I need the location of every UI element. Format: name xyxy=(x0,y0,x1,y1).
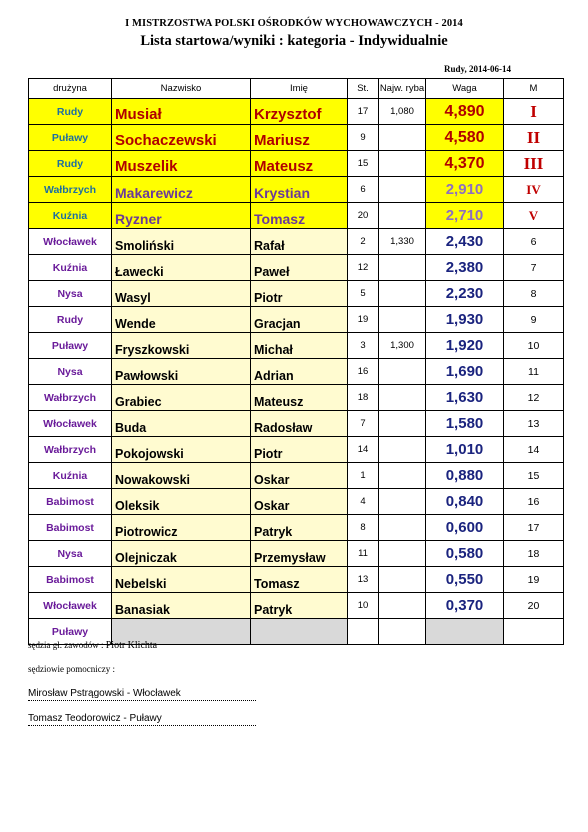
cell-surname: Grabiec xyxy=(112,385,251,411)
cell-firstname: Paweł xyxy=(251,255,348,281)
table-row xyxy=(29,515,564,541)
cell-biggest-fish xyxy=(379,411,426,437)
cell-weight: 0,580 xyxy=(426,541,504,567)
cell-start-number: 15 xyxy=(348,151,379,177)
cell-place: 18 xyxy=(504,541,564,567)
cell-place: IV xyxy=(504,177,564,203)
cell-firstname: Tomasz xyxy=(251,203,348,229)
cell-biggest-fish xyxy=(379,359,426,385)
cell-start-number: 13 xyxy=(348,567,379,593)
cell-start-number: 19 xyxy=(348,307,379,333)
cell-firstname: Patryk xyxy=(251,593,348,619)
cell-place: 20 xyxy=(504,593,564,619)
cell-start-number: 14 xyxy=(348,437,379,463)
cell-place: 8 xyxy=(504,281,564,307)
cell-firstname: Piotr xyxy=(251,281,348,307)
table-row xyxy=(29,99,564,125)
cell-place: V xyxy=(504,203,564,229)
cell-firstname: Radosław xyxy=(251,411,348,437)
cell-weight: 1,580 xyxy=(426,411,504,437)
table-row xyxy=(29,203,564,229)
table-row xyxy=(29,437,564,463)
table-row xyxy=(29,541,564,567)
cell-biggest-fish xyxy=(379,593,426,619)
cell-surname: Musiał xyxy=(112,99,251,125)
cell-team: Rudy xyxy=(29,151,112,177)
cell-team: Babimost xyxy=(29,489,112,515)
col-header-team: drużyna xyxy=(29,79,112,99)
cell-biggest-fish xyxy=(379,489,426,515)
cell-surname: Nowakowski xyxy=(112,463,251,489)
cell-biggest-fish: 1,330 xyxy=(379,229,426,255)
cell-biggest-fish xyxy=(379,151,426,177)
cell-weight: 0,840 xyxy=(426,489,504,515)
cell-biggest-fish: 1,300 xyxy=(379,333,426,359)
table-row xyxy=(29,489,564,515)
table-row xyxy=(29,281,564,307)
cell-place xyxy=(504,619,564,645)
cell-place: 10 xyxy=(504,333,564,359)
cell-start-number: 4 xyxy=(348,489,379,515)
assistant-judge-1: Mirosław Pstrągowski - Włocławek xyxy=(28,688,256,701)
cell-place: I xyxy=(504,99,564,125)
cell-start-number: 6 xyxy=(348,177,379,203)
cell-start-number: 10 xyxy=(348,593,379,619)
cell-surname: Banasiak xyxy=(112,593,251,619)
cell-surname: Pokojowski xyxy=(112,437,251,463)
cell-biggest-fish xyxy=(379,619,426,645)
cell-place: 19 xyxy=(504,567,564,593)
cell-place: 14 xyxy=(504,437,564,463)
cell-biggest-fish xyxy=(379,255,426,281)
cell-firstname: Przemysław xyxy=(251,541,348,567)
cell-weight: 1,630 xyxy=(426,385,504,411)
cell-start-number: 5 xyxy=(348,281,379,307)
col-header-weight: Waga xyxy=(426,79,504,99)
cell-biggest-fish xyxy=(379,437,426,463)
cell-weight: 1,920 xyxy=(426,333,504,359)
cell-place: 13 xyxy=(504,411,564,437)
cell-team: Puławy xyxy=(29,125,112,151)
cell-start-number: 1 xyxy=(348,463,379,489)
cell-place: II xyxy=(504,125,564,151)
cell-biggest-fish xyxy=(379,385,426,411)
cell-surname: Muszelik xyxy=(112,151,251,177)
cell-place: 7 xyxy=(504,255,564,281)
cell-team: Włocławek xyxy=(29,593,112,619)
cell-weight: 1,930 xyxy=(426,307,504,333)
cell-surname: Buda xyxy=(112,411,251,437)
cell-start-number: 16 xyxy=(348,359,379,385)
cell-firstname: Mateusz xyxy=(251,385,348,411)
table-row xyxy=(29,385,564,411)
cell-biggest-fish xyxy=(379,281,426,307)
cell-firstname: Rafał xyxy=(251,229,348,255)
cell-team: Włocławek xyxy=(29,411,112,437)
cell-team: Włocławek xyxy=(29,229,112,255)
cell-weight: 0,370 xyxy=(426,593,504,619)
cell-surname: Nebelski xyxy=(112,567,251,593)
cell-surname: Ławecki xyxy=(112,255,251,281)
cell-team: Babimost xyxy=(29,567,112,593)
cell-biggest-fish xyxy=(379,515,426,541)
cell-place: 16 xyxy=(504,489,564,515)
cell-start-number: 20 xyxy=(348,203,379,229)
cell-biggest-fish: 1,080 xyxy=(379,99,426,125)
cell-weight: 4,580 xyxy=(426,125,504,151)
cell-firstname: Oskar xyxy=(251,489,348,515)
cell-team: Wałbrzych xyxy=(29,385,112,411)
col-header-place: M xyxy=(504,79,564,99)
cell-team: Kuźnia xyxy=(29,255,112,281)
cell-start-number: 7 xyxy=(348,411,379,437)
cell-firstname: Piotr xyxy=(251,437,348,463)
table-row xyxy=(29,177,564,203)
cell-team: Rudy xyxy=(29,99,112,125)
cell-team: Babimost xyxy=(29,515,112,541)
cell-firstname: Krzysztof xyxy=(251,99,348,125)
table-row xyxy=(29,307,564,333)
cell-start-number: 11 xyxy=(348,541,379,567)
cell-surname: Pawłowski xyxy=(112,359,251,385)
cell-firstname: Mariusz xyxy=(251,125,348,151)
col-header-firstname: Imię xyxy=(251,79,348,99)
chief-judge-label: sędzia gł. zawodów : xyxy=(28,640,104,650)
cell-surname: Wasyl xyxy=(112,281,251,307)
cell-surname: Makarewicz xyxy=(112,177,251,203)
cell-biggest-fish xyxy=(379,177,426,203)
cell-team: Kuźnia xyxy=(29,463,112,489)
cell-firstname: Oskar xyxy=(251,463,348,489)
cell-surname: Oleksik xyxy=(112,489,251,515)
table-header-row xyxy=(29,79,564,99)
cell-place: 15 xyxy=(504,463,564,489)
cell-start-number: 8 xyxy=(348,515,379,541)
cell-team: Kuźnia xyxy=(29,203,112,229)
cell-place: III xyxy=(504,151,564,177)
cell-weight xyxy=(426,619,504,645)
table-row xyxy=(29,255,564,281)
cell-place: 12 xyxy=(504,385,564,411)
cell-place: 9 xyxy=(504,307,564,333)
cell-team: Nysa xyxy=(29,541,112,567)
table-row xyxy=(29,229,564,255)
table-row xyxy=(29,463,564,489)
cell-biggest-fish xyxy=(379,463,426,489)
cell-surname: Piotrowicz xyxy=(112,515,251,541)
cell-biggest-fish xyxy=(379,125,426,151)
cell-firstname xyxy=(251,619,348,645)
cell-start-number: 17 xyxy=(348,99,379,125)
table-row xyxy=(29,125,564,151)
cell-weight: 2,430 xyxy=(426,229,504,255)
cell-start-number xyxy=(348,619,379,645)
results-table xyxy=(28,78,564,645)
cell-surname: Olejniczak xyxy=(112,541,251,567)
cell-surname: Smoliński xyxy=(112,229,251,255)
cell-weight: 2,910 xyxy=(426,177,504,203)
chief-judge xyxy=(28,640,157,651)
cell-weight: 0,550 xyxy=(426,567,504,593)
cell-firstname: Gracjan xyxy=(251,307,348,333)
cell-biggest-fish xyxy=(379,307,426,333)
cell-firstname: Tomasz xyxy=(251,567,348,593)
document-title: I MISTRZOSTWA POLSKI OŚRODKÓW WYCHOWAWCZYCH - 2014 xyxy=(125,18,463,29)
cell-firstname: Patryk xyxy=(251,515,348,541)
cell-firstname: Mateusz xyxy=(251,151,348,177)
cell-team: Puławy xyxy=(29,619,112,645)
cell-firstname: Adrian xyxy=(251,359,348,385)
table-row xyxy=(29,411,564,437)
table-row xyxy=(29,593,564,619)
col-header-fish: Najw. ryba xyxy=(379,79,426,99)
cell-place: 17 xyxy=(504,515,564,541)
cell-start-number: 12 xyxy=(348,255,379,281)
cell-weight: 1,010 xyxy=(426,437,504,463)
cell-weight: 4,370 xyxy=(426,151,504,177)
assistant-judges-label: sędziowie pomocniczy : xyxy=(28,664,115,674)
cell-weight: 2,380 xyxy=(426,255,504,281)
cell-place: 11 xyxy=(504,359,564,385)
cell-team: Nysa xyxy=(29,281,112,307)
cell-weight: 2,230 xyxy=(426,281,504,307)
cell-surname: Ryzner xyxy=(112,203,251,229)
cell-weight: 2,710 xyxy=(426,203,504,229)
cell-biggest-fish xyxy=(379,203,426,229)
cell-biggest-fish xyxy=(379,541,426,567)
col-header-surname: Nazwisko xyxy=(112,79,251,99)
cell-weight: 0,600 xyxy=(426,515,504,541)
cell-start-number: 2 xyxy=(348,229,379,255)
cell-start-number: 18 xyxy=(348,385,379,411)
cell-team: Rudy xyxy=(29,307,112,333)
cell-weight: 1,690 xyxy=(426,359,504,385)
cell-biggest-fish xyxy=(379,567,426,593)
table-row xyxy=(29,333,564,359)
table-row xyxy=(29,359,564,385)
cell-firstname: Krystian xyxy=(251,177,348,203)
cell-team: Wałbrzych xyxy=(29,437,112,463)
col-header-start: St. xyxy=(348,79,379,99)
document-subtitle: Lista startowa/wyniki : kategoria - Indywidualnie xyxy=(140,33,448,49)
cell-start-number: 9 xyxy=(348,125,379,151)
cell-team: Puławy xyxy=(29,333,112,359)
cell-surname: Sochaczewski xyxy=(112,125,251,151)
cell-firstname: Michał xyxy=(251,333,348,359)
cell-team: Nysa xyxy=(29,359,112,385)
table-row xyxy=(29,567,564,593)
cell-weight: 0,880 xyxy=(426,463,504,489)
cell-surname: Wende xyxy=(112,307,251,333)
cell-weight: 4,890 xyxy=(426,99,504,125)
table-row xyxy=(29,151,564,177)
cell-surname: Fryszkowski xyxy=(112,333,251,359)
assistant-judge-2: Tomasz Teodorowicz - Puławy xyxy=(28,713,256,726)
cell-team: Wałbrzych xyxy=(29,177,112,203)
event-date: Rudy, 2014-06-14 xyxy=(443,64,511,74)
cell-place: 6 xyxy=(504,229,564,255)
results-body xyxy=(29,99,564,645)
cell-start-number: 3 xyxy=(348,333,379,359)
chief-judge-name: Piotr Klichta xyxy=(105,640,158,651)
